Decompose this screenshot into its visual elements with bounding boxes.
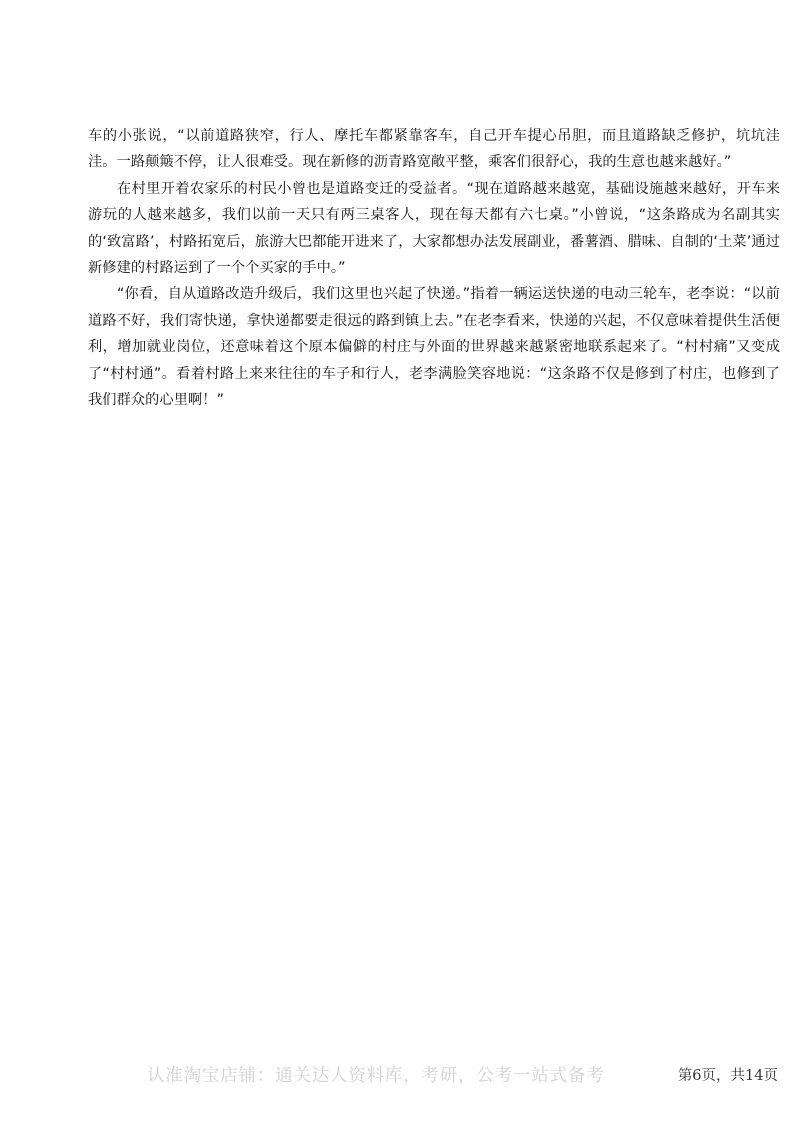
paragraph-laoli: “你看，自从道路改造升级后，我们这里也兴起了快递。”指着一辆运送快递的电动三轮车，老李说：“以前道路不好，我们寄快递，拿快递都要走很远的路到镇上去。”在老李看来，快递的兴起，不仅意味着提供生活便利，增加就业岗位，还意味着这个原本偏僻的村庄与外面的世界越来越紧密地联系起来了。“村村痛”又变成了“村村通”。看着村路上来来往往的车子和行人，老李满脸笑容地说：“这条路不仅是修到了村庄，也修到了我们群众的心里啊！” — [88, 286, 780, 409]
article-body — [88, 123, 780, 413]
page-number: 第6页，共14页 — [677, 1068, 778, 1084]
page-footer — [0, 1064, 800, 1088]
paragraph-continuation: 车的小张说，“以前道路狭窄，行人、摩托车都紧靠客车，自己开车提心吊胆，而且道路缺乏修护，坑坑洼洼。一路颠簸不停，让人很难受。现在新修的沥青路宽敞平整，乘客们很舒心，我的生意也越来越好。” — [88, 128, 780, 171]
watermark-text: 认准淘宝店铺：通关达人资料库，考研，公考一站式备考 — [147, 1066, 605, 1086]
paragraph-xiaozeng: 在村里开着农家乐的村民小曾也是道路变迁的受益者。“现在道路越来越宽，基础设施越来越好，开车来游玩的人越来越多，我们以前一天只有两三桌客人，现在每天都有六七桌。”小曾说，“这条路成为名副其实的‘致富路’，村路拓宽后，旅游大巴都能开进来了，大家都想办法发展副业，番薯酒、腊味、自制的‘土菜’通过新修建的村路运到了一个个买家的手中。” — [88, 180, 780, 277]
